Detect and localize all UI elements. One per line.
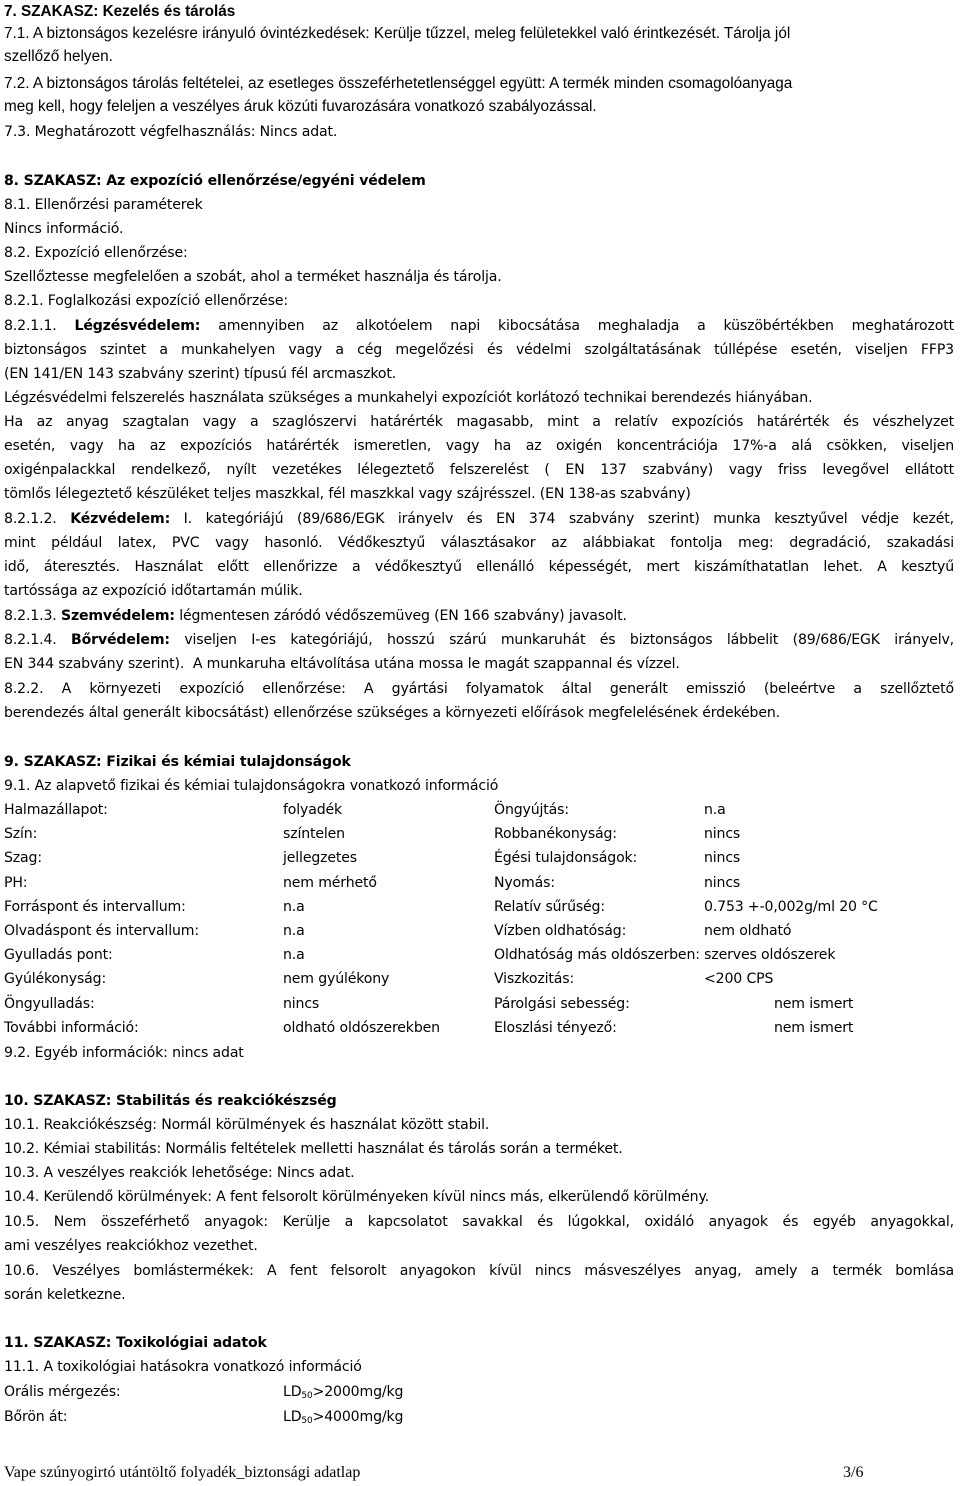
- prop-label: Halmazállapot:: [4, 802, 108, 818]
- prop-value: <200 CPS: [704, 971, 774, 988]
- prop-label: Szín:: [4, 826, 38, 843]
- prop-label: Forráspont és intervallum:: [4, 898, 186, 915]
- prop-value: színtelen: [283, 826, 345, 843]
- prop-value: n.a: [283, 947, 305, 964]
- section-9-heading: 9. SZAKASZ: Fizikai és kémiai tulajdonságok: [4, 754, 351, 770]
- s7-1-line1: 7.1. A biztonságos kezelésre irányuló óvintézkedések: Kerülje tűzzel, meleg felületekkel való érintkezését. Tárolja jól: [4, 25, 791, 42]
- item-text: amennyiben az alkotóelem napi kibocsátása meghaladja a küszöbértékben meghatározott: [218, 318, 954, 334]
- prop-label: Párolgási sebesség:: [494, 995, 630, 1012]
- item-number: 8.2.1.4.: [4, 632, 57, 648]
- s8-2-2-line1: 8.2.2. A környezeti expozíció ellenőrzése: A gyártási folyamatok által generált emisszió (beleértve a szellőztető: [4, 681, 954, 697]
- prop-value: n.a: [704, 802, 726, 818]
- prop-label: Gyúlékonyság:: [4, 971, 107, 988]
- prop-label: Robbanékonyság:: [494, 826, 617, 843]
- oral-value: $LD_{50}>2000mg/kg$: [283, 1384, 404, 1401]
- prop-label: PH:: [4, 874, 28, 891]
- s10-4: 10.4. Kerülendő körülmények: A fent felsorolt körülményeken kívül nincs más, elkerülendő körülmény.: [4, 1189, 709, 1205]
- ha-line1: Ha az anyag szagtalan vagy a szaglószervi határérték magasabb, mint a relatív expozíciós határérték és vészhelyzet: [4, 414, 954, 430]
- prop-label: Viszkozitás:: [494, 971, 575, 988]
- prop-value: nincs: [704, 874, 741, 891]
- s8-2-value: Szellőztesse megfelelően a szobát, ahol a terméket használja és tárolja.: [4, 269, 502, 285]
- item-number: 8.2.1.3.: [4, 608, 57, 624]
- item-label: Légzésvédelem:: [74, 318, 201, 334]
- item-text: I. kategóriájú (89/686/EGK irányelv és EN 374 szabvány szerint) munka kesztyűvel védje kezét,: [183, 511, 954, 527]
- prop-label: További információ:: [4, 1019, 139, 1036]
- page-number: 3/6: [843, 1464, 864, 1481]
- prop-value: n.a: [283, 898, 305, 915]
- s7-1-line2: szellőző helyen.: [4, 48, 113, 65]
- s8-2-1-2-line4: tartóssága az expozíció időtartamán múlik.: [4, 583, 303, 599]
- ha-line2: esetén, vagy ha az expozíciós határérték ismeretlen, vagy ha az oxigén koncentrációja 17%-a alá csökken, viseljen: [4, 438, 954, 454]
- s10-6-line1: 10.6. Veszélyes bomlástermékek: A fent felsorolt anyagokon kívül nincs másveszélyes anyag, amely a termék bomlása: [4, 1263, 954, 1279]
- prop-value: jellegzetes: [283, 850, 357, 867]
- s8-2-1-3: [4, 604, 627, 628]
- prop-value: nem ismert: [774, 995, 854, 1012]
- prop-label: Égési tulajdonságok:: [494, 850, 638, 867]
- item-label: Bőrvédelem:: [71, 632, 170, 648]
- s10-3: 10.3. A veszélyes reakciók lehetősége: Nincs adat.: [4, 1165, 355, 1181]
- s8-2-1-2-line3: idő, áteresztés. Használat előtt ellenőrizze a védőkesztyű ellenálló képességét, mert kiszámíthatatlan lehet. A kesztyű: [4, 559, 954, 575]
- prop-value: nincs: [704, 826, 741, 843]
- s9-2: 9.2. Egyéb információk: nincs adat: [4, 1045, 244, 1061]
- section-10-heading: 10. SZAKASZ: Stabilitás és reakciókészség: [4, 1093, 337, 1109]
- s8-2-1-1-line2: biztonságos szintet a munkahelyen vagy a cég megelőzési és védelmi szolgáltatásának túllépése esetén, viseljen FFP3: [4, 342, 954, 358]
- s8-2-1-1-line1: [4, 314, 954, 338]
- s9-1: 9.1. Az alapvető fizikai és kémiai tulajdonságokra vonatkozó információ: [4, 778, 499, 794]
- prop-label: Relatív sűrűség:: [494, 898, 605, 915]
- section-7-heading: 7. SZAKASZ: Kezelés és tárolás: [4, 3, 236, 20]
- prop-value: folyadék: [283, 802, 343, 818]
- item-label: Kézvédelem:: [70, 511, 171, 527]
- s8-2: 8.2. Expozíció ellenőrzése:: [4, 245, 188, 261]
- item-number: 8.2.1.1.: [4, 318, 57, 334]
- s7-3: 7.3. Meghatározott végfelhasználás: Nincs adat.: [4, 124, 338, 140]
- prop-label: Gyulladás pont:: [4, 947, 113, 964]
- s8-1: 8.1. Ellenőrzési paraméterek: [4, 197, 203, 213]
- item-number: 8.2.1.2.: [4, 511, 57, 527]
- s10-5-line2: ami veszélyes reakciókhoz vezethet.: [4, 1238, 258, 1254]
- item-text: viseljen I-es kategóriájú, hosszú szárú munkaruhát és biztonságos lábbelit (89/686/EGK irányelv,: [184, 632, 954, 648]
- s10-1: 10.1. Reakciókészség: Normál körülmények és használat között stabil.: [4, 1117, 490, 1133]
- s8-2-1-4-line1: [4, 628, 954, 652]
- prop-label: Nyomás:: [494, 874, 555, 891]
- ha-line3: oxigénpalackkal rendelkező, nyílt vezetékes lélegeztető felszerelést ( EN 137 szabvány) vagy friss levegővel ellátott: [4, 462, 954, 478]
- oral-label: Orális mérgezés:: [4, 1384, 121, 1400]
- prop-value: nem mérhető: [283, 874, 377, 891]
- s11-1: 11.1. A toxikológiai hatásokra vonatkozó információ: [4, 1359, 362, 1375]
- prop-label: Eloszlási tényező:: [494, 1019, 617, 1036]
- s8-2-1-2-line2: mint például latex, PVC vagy hasonló. Védőkesztyű választásakor az alábbiakat fontolja meg: degradáció, szakadási: [4, 535, 954, 551]
- s8-2-1-4-line2: EN 344 szabvány szerint). A munkaruha eltávolítása utána mossa le magát szappannal és vízzel.: [4, 656, 680, 672]
- s7-2-line2: meg kell, hogy feleljen a veszélyes áruk közúti fuvarozására vonatkozó szabályozással.: [4, 98, 597, 115]
- prop-value: nem ismert: [774, 1019, 854, 1036]
- legzes-note: Légzésvédelmi felszerelés használata szükséges a munkahelyi expozíciót korlátozó technikai berendezés hiányában.: [4, 390, 813, 406]
- section-8-heading: 8. SZAKASZ: Az expozíció ellenőrzése/egyéni védelem: [4, 173, 426, 189]
- skin-value: $LD_{50}>4000mg/kg$: [283, 1409, 404, 1426]
- prop-value: nem oldható: [704, 923, 792, 939]
- prop-value: n.a: [283, 923, 305, 939]
- prop-label: Olvadáspont és intervallum:: [4, 923, 199, 939]
- prop-value: oldható oldószerekben: [283, 1019, 440, 1036]
- prop-label: Öngyújtás:: [494, 802, 569, 818]
- skin-label: Bőrön át:: [4, 1409, 68, 1425]
- properties-table: [4, 798, 954, 1038]
- s10-6-line2: során keletkezne.: [4, 1287, 126, 1303]
- footer-title: Vape szúnyogirtó utántöltő folyadék_biztonsági adatlap: [4, 1464, 361, 1481]
- item-text: légmentesen záródó védőszemüveg (EN 166 szabvány) javasolt.: [179, 608, 627, 624]
- prop-label: Oldhatóság más oldószerben: szerves oldószerek: [494, 947, 836, 964]
- s10-5-line1: 10.5. Nem összeférhető anyagok: Kerülje a kapcsolatot savakkal és lúgokkal, oxidáló anyagok és egyéb anyagokkal,: [4, 1214, 954, 1230]
- s10-2: 10.2. Kémiai stabilitás: Normális feltételek melletti használat és tárolás során a terméket.: [4, 1141, 623, 1157]
- prop-value: 0.753 +-0,002g/ml 20 °C: [704, 898, 878, 915]
- prop-label: Vízben oldhatóság:: [494, 923, 627, 939]
- prop-label: Öngyulladás:: [4, 995, 95, 1012]
- s8-1-value: Nincs információ.: [4, 221, 124, 237]
- prop-value: nincs: [704, 850, 741, 867]
- section-11-heading: 11. SZAKASZ: Toxikológiai adatok: [4, 1335, 267, 1351]
- prop-label: Szag:: [4, 850, 42, 867]
- ha-line4: tömlős lélegeztető készüléket teljes maszkkal, fél maszkkal vagy szájrésszel. (EN 138-as szabvány): [4, 486, 691, 502]
- s7-2-line1: 7.2. A biztonságos tárolás feltételei, az esetleges összeférhetetlenséggel együtt: A termék minden csomagolóanyaga: [4, 75, 793, 92]
- s8-2-1-2-line1: [4, 507, 954, 531]
- prop-value: nincs: [283, 995, 320, 1012]
- s8-2-2-line2: berendezés által generált kibocsátást) ellenőrzése szükséges a környezeti előírások megfelelésének érdekében.: [4, 705, 780, 721]
- item-label: Szemvédelem:: [60, 608, 175, 624]
- prop-value: nem gyúlékony: [283, 971, 390, 988]
- s8-2-1: 8.2.1. Foglalkozási expozíció ellenőrzése:: [4, 293, 288, 309]
- s8-2-1-1-line3: (EN 141/EN 143 szabvány szerint) típusú fél arcmaszkot.: [4, 366, 397, 382]
